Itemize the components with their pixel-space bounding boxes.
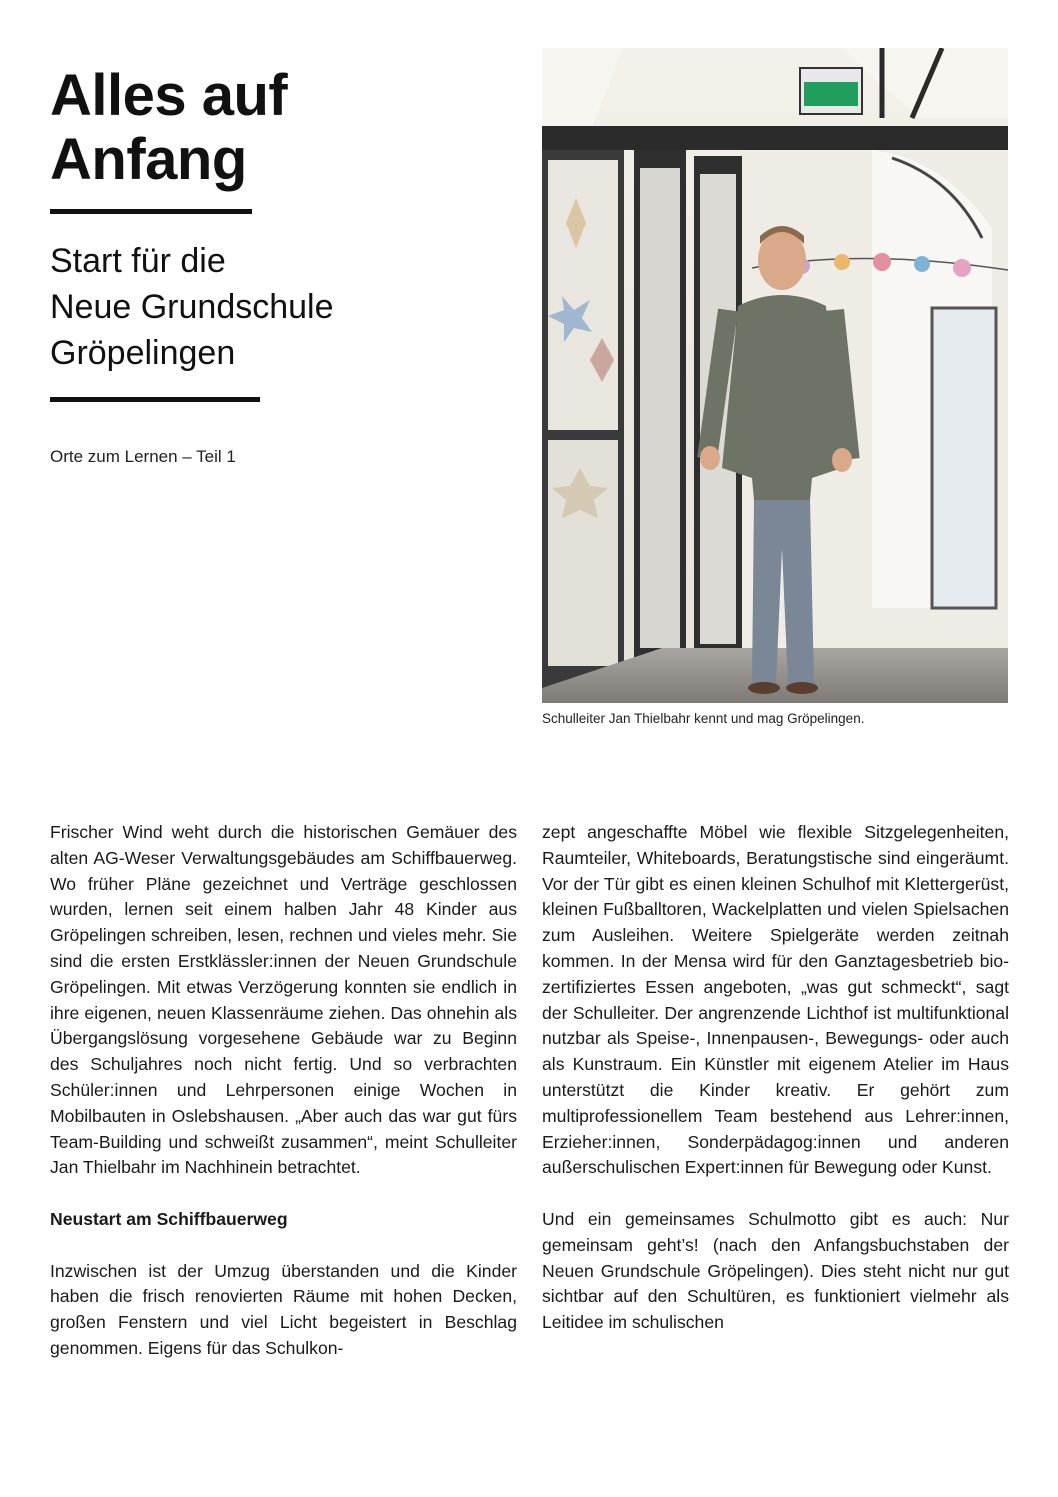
series-label: Orte zum Lernen – Teil 1 [50, 447, 236, 466]
article-paragraph: Inzwischen ist der Umzug überstanden und die Kinder haben die frisch renovierten Räume mit hohen Decken, großen Fenstern und viel Licht begeistert in Beschlag genommen. Eigens für das Schulkon- [50, 1260, 517, 1358]
article-paragraph: Frischer Wind weht durch die historischen Gemäuer des alten AG-Weser Verwaltungsgebäudes am Schiffbauerweg. Wo früher Pläne gezeichnet und Verträge geschlossen wurden, lernen seit einem halben Jahr 48 Kinder aus Gröpelingen schreiben, lesen, rechnen und vieles mehr. Sie sind die ersten Erstklässler:innen der Neuen Grundschule Gröpelingen. Mit etwas Verzögerung konnten sie endlich in ihre eigenen, neuen Klassenräume ziehen. Das ohnehin als Übergangslösung vorgesehene Gebäude war zu Beginn des Schuljahres noch nicht fertig. Und so verbrachten Schüler:innen und Lehrpersonen einige Wochen in Mobilbauten in Oslebshausen. „Aber auch das war gut fürs Team-Building und schweißt zusammen“, meint Schulleiter Jan Thielbahr im Nachhinein betrachtet. [50, 822, 517, 1178]
article-column-left [50, 820, 517, 1362]
title-divider [50, 209, 252, 214]
subtitle-divider [50, 397, 260, 402]
article-column-right [542, 820, 1009, 1336]
portrait-photo [542, 48, 1008, 703]
article-paragraph: zept angeschaffte Möbel wie flexible Sitzgelegenheiten, Raumteiler, Whiteboards, Beratungstische sind eingeräumt. Vor der Tür gibt es einen kleinen Schulhof mit Klettergerüst, kleinen Fußballtoren, Wackelplatten und vielen Spielsachen zum Ausleihen. Weitere Spielgeräte werden zeitnah kommen. In der Mensa wird für den Ganztagesbetrieb bio-zertifiziertes Essen angeboten, „was gut schmeckt“, sagt der Schulleiter. Der angrenzende Lichthof ist multifunktional nutzbar als Speise-, Innenpausen-, Bewegungs- oder auch als Kunstraum. Ein Künstler mit eigenem Atelier im Haus unterstützt die Kinder kreativ. Er gehört zum multiprofessionellem Team bestehend aus Lehrer:innen, Erzieher:innen, Sonderpädagog:innen und anderen außerschulischen Expert:innen für Bewegung oder Kunst. [542, 822, 1009, 1178]
photo-caption: Schulleiter Jan Thielbahr kennt und mag Gröpelingen. [542, 711, 865, 726]
article-paragraph: Und ein gemeinsames Schulmotto gibt es auch: Nur gemeinsam geht’s! (nach den Anfangsbuchstaben der Neuen Grundschule Gröpelingen). Dies steht nicht nur gut sichtbar auf den Schultüren, es funktioniert vielmehr als Leitidee im schulischen [542, 1208, 1009, 1333]
section-heading: Neustart am Schiffbauerweg [50, 1208, 288, 1229]
school-hallway-illustration [542, 48, 1008, 703]
article-subtitle: Start für die Neue Grundschule Gröpelingen [50, 242, 334, 372]
article-title: Alles auf Anfang [50, 63, 288, 192]
